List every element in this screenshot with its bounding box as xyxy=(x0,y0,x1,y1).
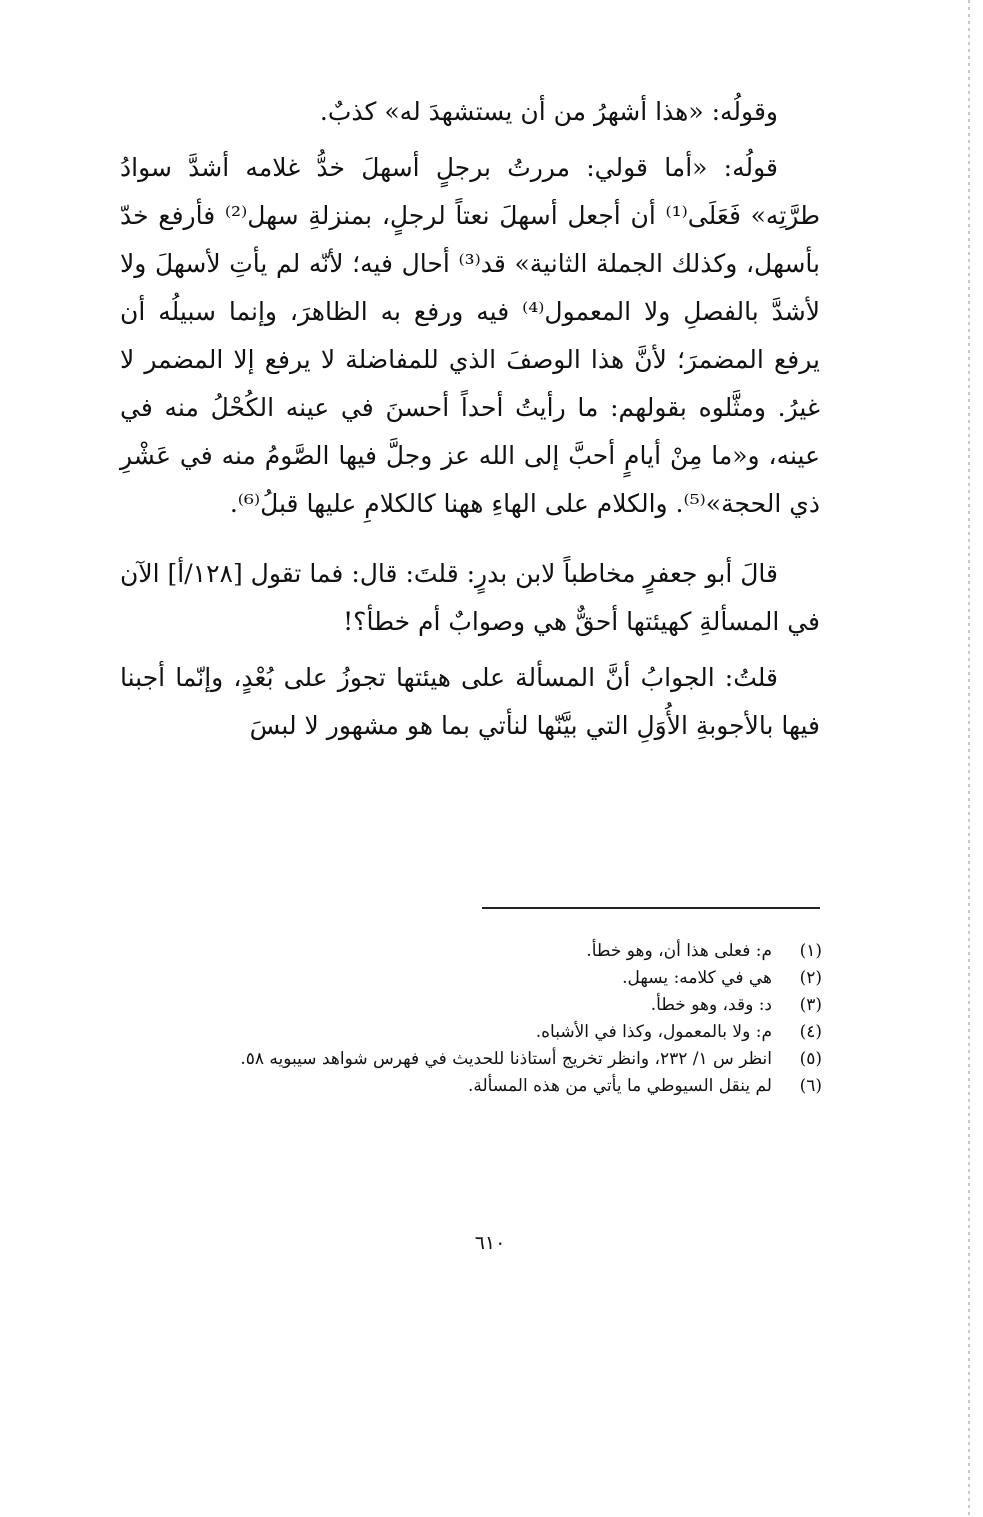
paragraph-2: قولُه: «أما قولي: مررتُ برجلٍ أسهلَ خدُّ غلامه أشدَّ سوادُ طرَّتِه» فَعَلَى⁽¹⁾ أن أجعل أسهلَ نعتاً لرجلٍ، بمنزلةِ سهل⁽²⁾ فأرفع خدّ بأسهل، وكذلك الجملة الثانية» قد⁽³⁾ أحال فيه؛ لأنّه لم يأتِ لأسهلَ ولا لأشدَّ بالفصلِ ولا المعمول⁽⁴⁾ فيه ورفع به الظاهرَ، وإنما سبيلُه أن يرفع المضمرَ؛ لأنَّ هذا الوصفَ الذي للمفاضلة لا يرفع إلا المضمر لا غيرُ. ومثَّلوه بقولهم: ما رأيتُ أحداً أحسنَ في عينه الكُحْلُ منه في عينه، و«ما مِنْ أيامٍ أحبَّ إلى الله عز وجلَّ فيها الصَّومُ منه في عَشْرِ ذي الحجة»⁽⁵⁾. والكلام على الهاءِ ههنا كالكلامِ عليها قبلُ⁽⁶⁾. xyxy=(120,153,821,518)
main-text xyxy=(120,88,820,758)
paragraph-3: قالَ أبو جعفرٍ مخاطباً لابن بدرٍ: قلتَ: قال: فما تقول [١٢٨/أ] الآن في المسألةِ كهيئتها أحقٌّ هي وصوابٌ أم خطأ؟! xyxy=(120,559,820,636)
footnote-number: (٥) xyxy=(799,1049,822,1069)
footnote-number: (٦) xyxy=(799,1076,822,1096)
paragraph-4: قلتُ: الجوابُ أنَّ المسألة على هيئتها تجوزُ على بُعْدٍ، وإنّما أجبنا فيها بالأجوبةِ الأُوَلِ التي بيَّنّها لنأتي بما هو مشهور لا لبسَ xyxy=(120,663,820,740)
scan-edge-artifact xyxy=(968,0,970,1517)
footnote-divider xyxy=(482,907,820,909)
footnote-number: (٤) xyxy=(799,1022,822,1042)
footnote-item xyxy=(150,965,822,992)
footnote-text: هي في كلامه: يسهل. xyxy=(622,968,772,988)
footnote-number: (٣) xyxy=(799,995,822,1015)
footnote-item xyxy=(150,1046,822,1073)
footnote-item xyxy=(150,938,822,965)
footnote-item xyxy=(150,1073,822,1100)
footnote-text: د: وقد، وهو خطأ. xyxy=(650,995,772,1015)
footnote-number: (٢) xyxy=(799,968,822,988)
footnote-number: (١) xyxy=(799,941,822,961)
page-number: ٦١٠ xyxy=(474,1232,506,1254)
footnote-text: م: ولا بالمعمول، وكذا في الأشباه. xyxy=(535,1022,772,1042)
footnote-text: انظر س ١/ ٢٣٢، وانظر تخريج أستاذنا للحديث في فهرس شواهد سيبويه ٥٨. xyxy=(240,1049,772,1069)
footnote-text: لم ينقل السيوطي ما يأتي من هذه المسألة. xyxy=(467,1076,772,1096)
paragraph-1: وقولُه: «هذا أشهرُ من أن يستشهدَ له» كذبٌ. xyxy=(319,97,778,126)
footnotes-list xyxy=(150,938,822,1100)
footnote-item xyxy=(150,1019,822,1046)
footnote-item xyxy=(150,992,822,1019)
footnote-text: م: فعلى هذا أن، وهو خطأ. xyxy=(586,941,772,961)
